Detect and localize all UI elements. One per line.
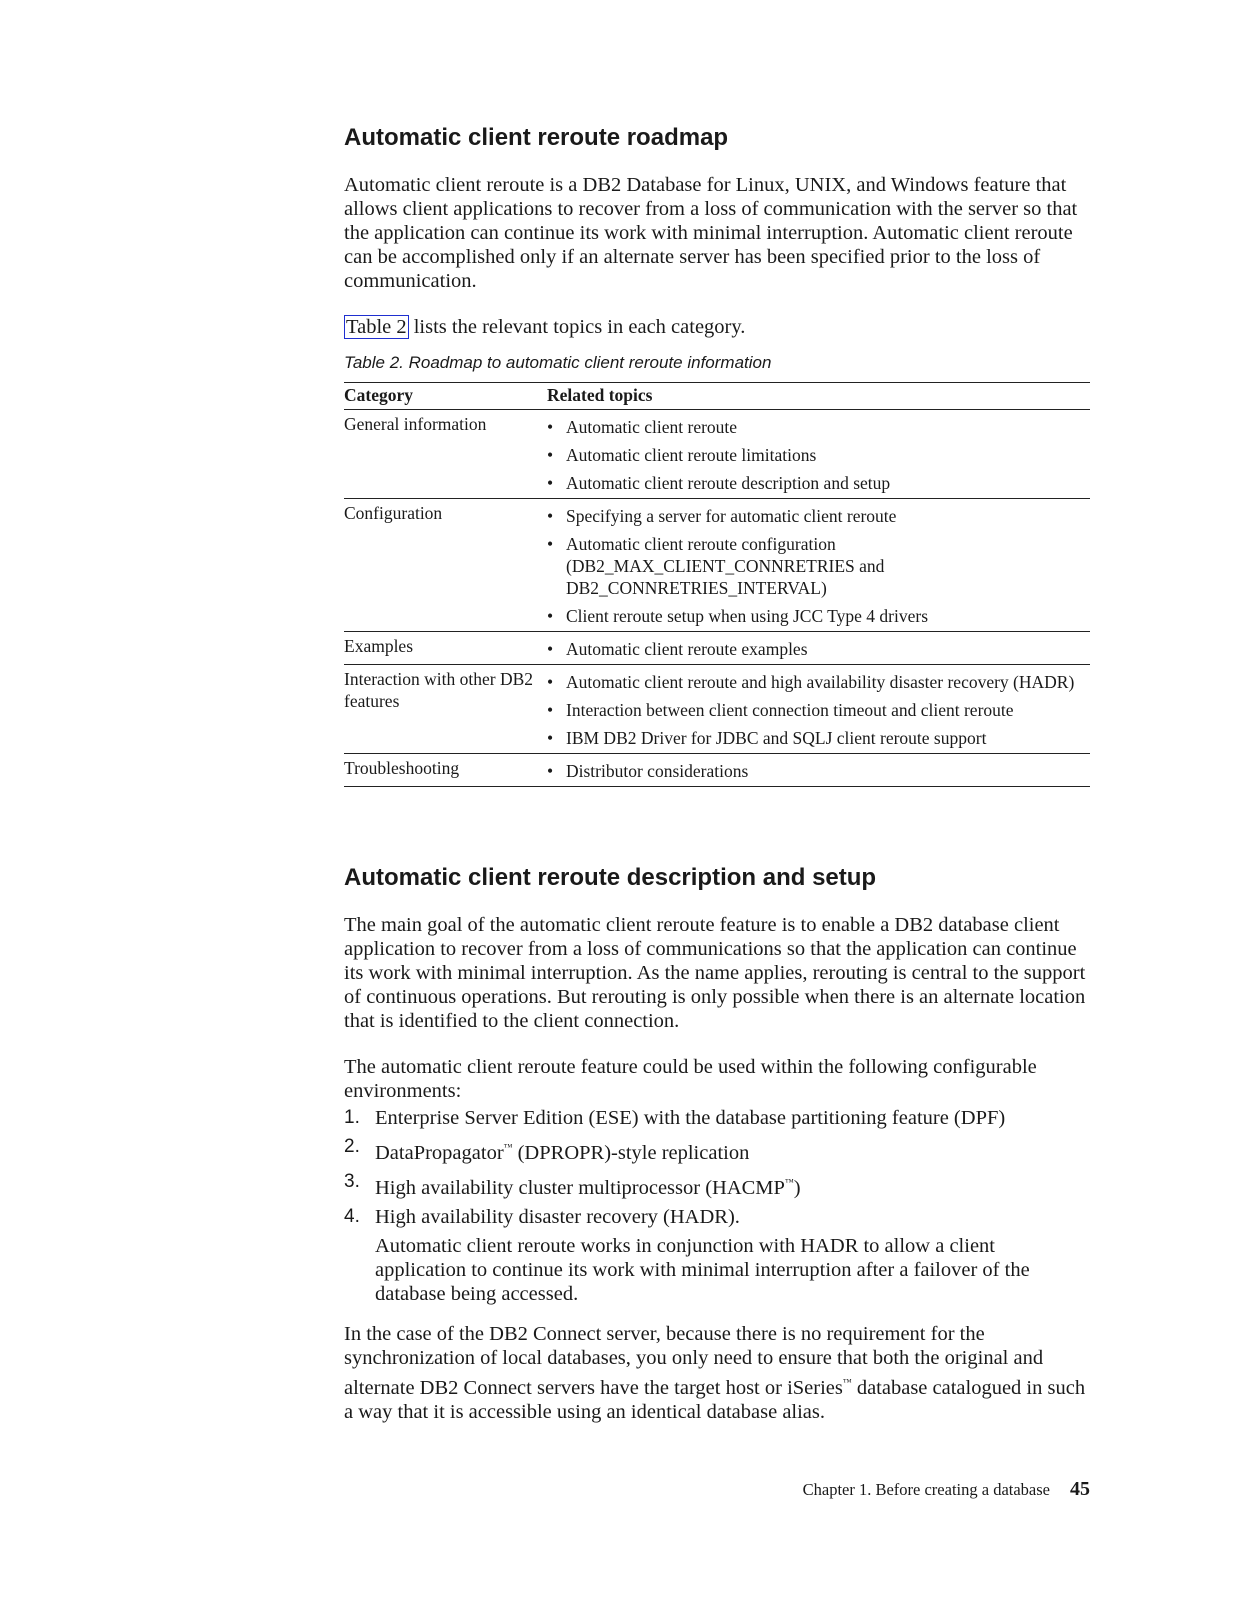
roadmap-table <box>344 382 1090 787</box>
list-number: 3. <box>344 1171 360 1192</box>
trademark-symbol: ™ <box>842 1377 852 1387</box>
table-caption: Table 2. Roadmap to automatic client reroute information <box>344 353 772 372</box>
roadmap-intro-paragraph: Automatic client reroute is a DB2 Database for Linux, UNIX, and Windows feature that allows client applications to recover from a loss of communication with the server so that the application can continue its work with minimal interruption. Automatic client reroute can be accomplished only if an alternate server has been specified prior to the loss of communication. <box>344 174 1078 292</box>
topic-item: • Client reroute setup when using JCC Type 4 drivers <box>547 605 1090 627</box>
description-paragraph-1: The main goal of the automatic client reroute feature is to enable a DB2 database client application to recover from a loss of communications so that the application can continue its work with minimal interruption. As the name applies, rerouting is central to the support of continuous operations. But rerouting is only possible when there is an alternate location that is identified to the client connection. <box>344 914 1086 1032</box>
paragraph-text: database catalogued in such a way that it is accessible using an identical database alias. <box>344 1377 1086 1423</box>
section-heading-description-setup: Automatic client reroute description and setup <box>344 864 877 891</box>
page-footer <box>803 1478 1090 1501</box>
category-cell: General information <box>344 410 547 499</box>
table-row <box>344 665 1090 754</box>
topics-cell <box>547 410 1090 499</box>
paragraph-text: In the case of the DB2 Connect server, because there is no requirement for the synchronization of local databases, you only need to ensure that both the original and alternate DB2 Connect servers have the target host or iSeries <box>344 1323 1044 1399</box>
list-item-text: High availability cluster multiprocessor (HACMP <box>375 1177 785 1199</box>
list-item <box>344 1205 1090 1306</box>
list-number: 1. <box>344 1107 360 1128</box>
table-row <box>344 410 1090 499</box>
category-cell: Interaction with other DB2 features <box>344 665 547 754</box>
topic-list <box>547 671 1090 749</box>
page-number: 45 <box>1070 1478 1090 1500</box>
category-cell: Configuration <box>344 499 547 632</box>
topic-list <box>547 760 1090 782</box>
table-reference-text: lists the relevant topics in each category. <box>408 316 746 338</box>
topic-list <box>547 638 1090 660</box>
environments-list <box>344 1106 1090 1311</box>
topic-item: • Automatic client reroute limitations <box>547 444 1090 466</box>
topics-cell <box>547 754 1090 787</box>
topics-cell <box>547 499 1090 632</box>
trademark-symbol: ™ <box>784 1177 794 1187</box>
column-header-related-topics: Related topics <box>547 383 1090 410</box>
topic-item: • IBM DB2 Driver for JDBC and SQLJ client reroute support <box>547 727 1090 749</box>
list-item <box>344 1135 1090 1165</box>
list-item-text: ) <box>793 1177 801 1199</box>
table-reference-paragraph <box>344 315 1090 339</box>
table-row <box>344 499 1090 632</box>
list-item-text: DataPropagator <box>375 1142 504 1164</box>
table-header-row <box>344 383 1090 410</box>
description-paragraph-3 <box>344 1322 1090 1424</box>
topics-cell <box>547 665 1090 754</box>
list-item-detail: Automatic client reroute works in conjunction with HADR to allow a client application to continue its work with minimal interruption after a failover of the database being accessed. <box>375 1235 1030 1305</box>
topic-item: • Automatic client reroute description and setup <box>547 472 1090 494</box>
section-heading-roadmap: Automatic client reroute roadmap <box>344 124 729 151</box>
column-header-category: Category <box>344 383 547 410</box>
topic-item: • Automatic client reroute examples <box>547 638 1090 660</box>
category-cell: Examples <box>344 632 547 665</box>
topic-item: • Automatic client reroute and high availability disaster recovery (HADR) <box>547 671 1090 693</box>
topic-item: • Interaction between client connection timeout and client reroute <box>547 699 1090 721</box>
list-number: 4. <box>344 1206 360 1227</box>
table-row <box>344 754 1090 787</box>
topic-list <box>547 416 1090 494</box>
table-row <box>344 632 1090 665</box>
list-item-text: High availability disaster recovery (HADR). <box>375 1206 740 1228</box>
list-item <box>344 1106 1090 1130</box>
category-cell: Troubleshooting <box>344 754 547 787</box>
list-item-text: (DPROPR)-style replication <box>512 1142 750 1164</box>
list-number: 2. <box>344 1136 360 1157</box>
list-item-text: Enterprise Server Edition (ESE) with the database partitioning feature (DPF) <box>375 1107 1006 1129</box>
chapter-title: Chapter 1. Before creating a database <box>802 1480 1050 1499</box>
topic-item: • Specifying a server for automatic client reroute <box>547 505 1090 527</box>
trademark-symbol: ™ <box>503 1142 513 1152</box>
table-2-link[interactable]: Table 2 <box>346 316 407 338</box>
topic-item: • Automatic client reroute <box>547 416 1090 438</box>
topic-item: • Automatic client reroute configuration (DB2_MAX_CLIENT_CONNRETRIES and DB2_CONNRETRIES_INTERVAL) <box>547 533 1090 599</box>
description-paragraph-2: The automatic client reroute feature could be used within the following configurable environments: <box>344 1056 1037 1102</box>
list-item <box>344 1170 1090 1200</box>
topic-list <box>547 505 1090 627</box>
topics-cell <box>547 632 1090 665</box>
topic-item: • Distributor considerations <box>547 760 1090 782</box>
